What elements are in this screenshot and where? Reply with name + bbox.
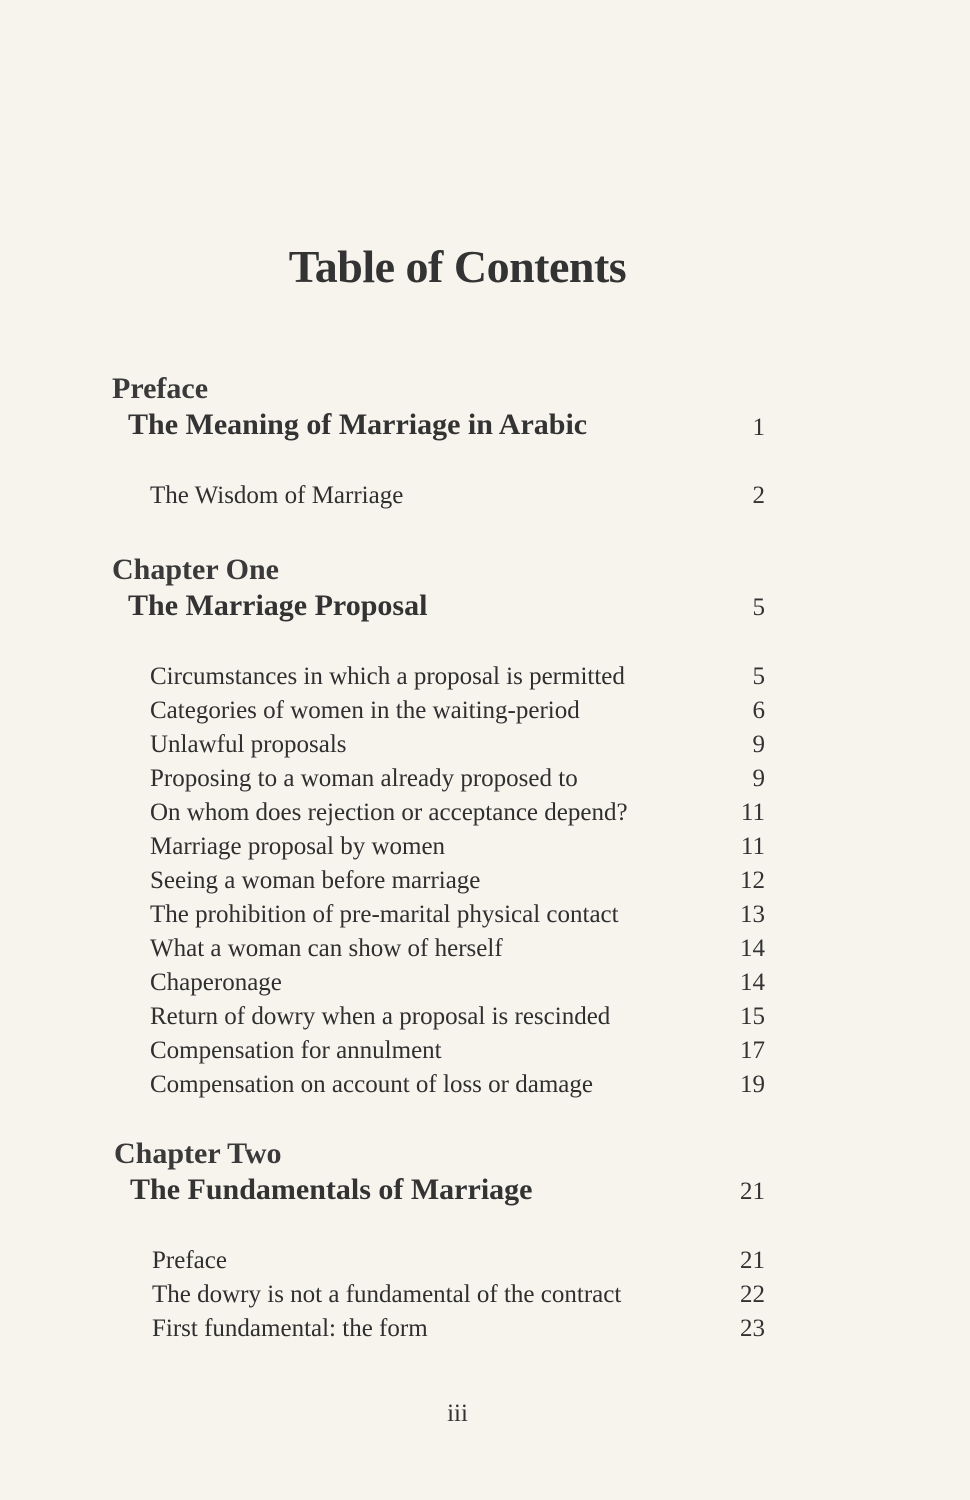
toc-entry-page: 14: [740, 935, 765, 962]
section-title-preface: The Meaning of Marriage in Arabic: [128, 408, 588, 441]
toc-entry: Marriage proposal by women: [150, 833, 446, 860]
toc-entry-page: 5: [752, 663, 765, 690]
toc-entry: First fundamental: the form: [152, 1315, 428, 1342]
toc-entry: Seeing a woman before marriage: [150, 867, 481, 894]
toc-entry-page: 12: [740, 867, 765, 894]
section-title-chapter-one: The Marriage Proposal: [128, 589, 428, 622]
toc-entry-page: 6: [752, 697, 765, 724]
toc-entry-page: 15: [740, 1003, 765, 1030]
toc-entry: Categories of women in the waiting-period: [150, 697, 580, 724]
toc-entry-page: 13: [740, 901, 765, 928]
toc-entry: The prohibition of pre-marital physical contact: [150, 901, 619, 928]
section-title-page-chapter-two: 21: [740, 1178, 765, 1205]
toc-entry-page: 21: [740, 1247, 765, 1274]
toc-entry: Compensation on account of loss or damage: [150, 1071, 593, 1098]
toc-entry: Compensation for annulment: [150, 1037, 442, 1064]
toc-entry: Return of dowry when a proposal is rescinded: [150, 1003, 611, 1030]
section-label-chapter-two: Chapter Two: [114, 1137, 282, 1170]
toc-entry: On whom does rejection or acceptance depend?: [150, 799, 628, 826]
toc-entry: The dowry is not a fundamental of the contract: [152, 1281, 622, 1308]
toc-entry: Chaperonage: [150, 969, 282, 996]
toc-entry-page: 9: [752, 731, 765, 758]
toc-entry-page: 23: [740, 1315, 765, 1342]
toc-entry-page: 9: [752, 765, 765, 792]
toc-entry: Proposing to a woman already proposed to: [150, 765, 578, 792]
toc-entry: The Wisdom of Marriage: [150, 482, 404, 509]
toc-entry-page: 17: [740, 1037, 765, 1064]
toc-entry-page: 11: [740, 833, 765, 860]
section-title-page-preface: 1: [752, 414, 765, 441]
section-title-chapter-two: The Fundamentals of Marriage: [130, 1173, 533, 1206]
toc-entry-page: 19: [740, 1071, 765, 1098]
toc-entry: Preface: [152, 1247, 227, 1274]
toc-entry: Unlawful proposals: [150, 731, 347, 758]
section-title-page-chapter-one: 5: [752, 594, 765, 621]
page-folio: iii: [447, 1400, 468, 1427]
toc-entry: What a woman can show of herself: [150, 935, 503, 962]
toc-entry-page: 11: [740, 799, 765, 826]
section-label-chapter-one: Chapter One: [112, 553, 279, 586]
page-title: Table of Contents: [288, 241, 627, 292]
toc-entry: Circumstances in which a proposal is permitted: [150, 663, 625, 690]
section-label-preface: Preface: [112, 372, 209, 405]
toc-entry-page: 14: [740, 969, 765, 996]
toc-entry-page: 2: [752, 482, 765, 509]
toc-entry-page: 22: [740, 1281, 765, 1308]
